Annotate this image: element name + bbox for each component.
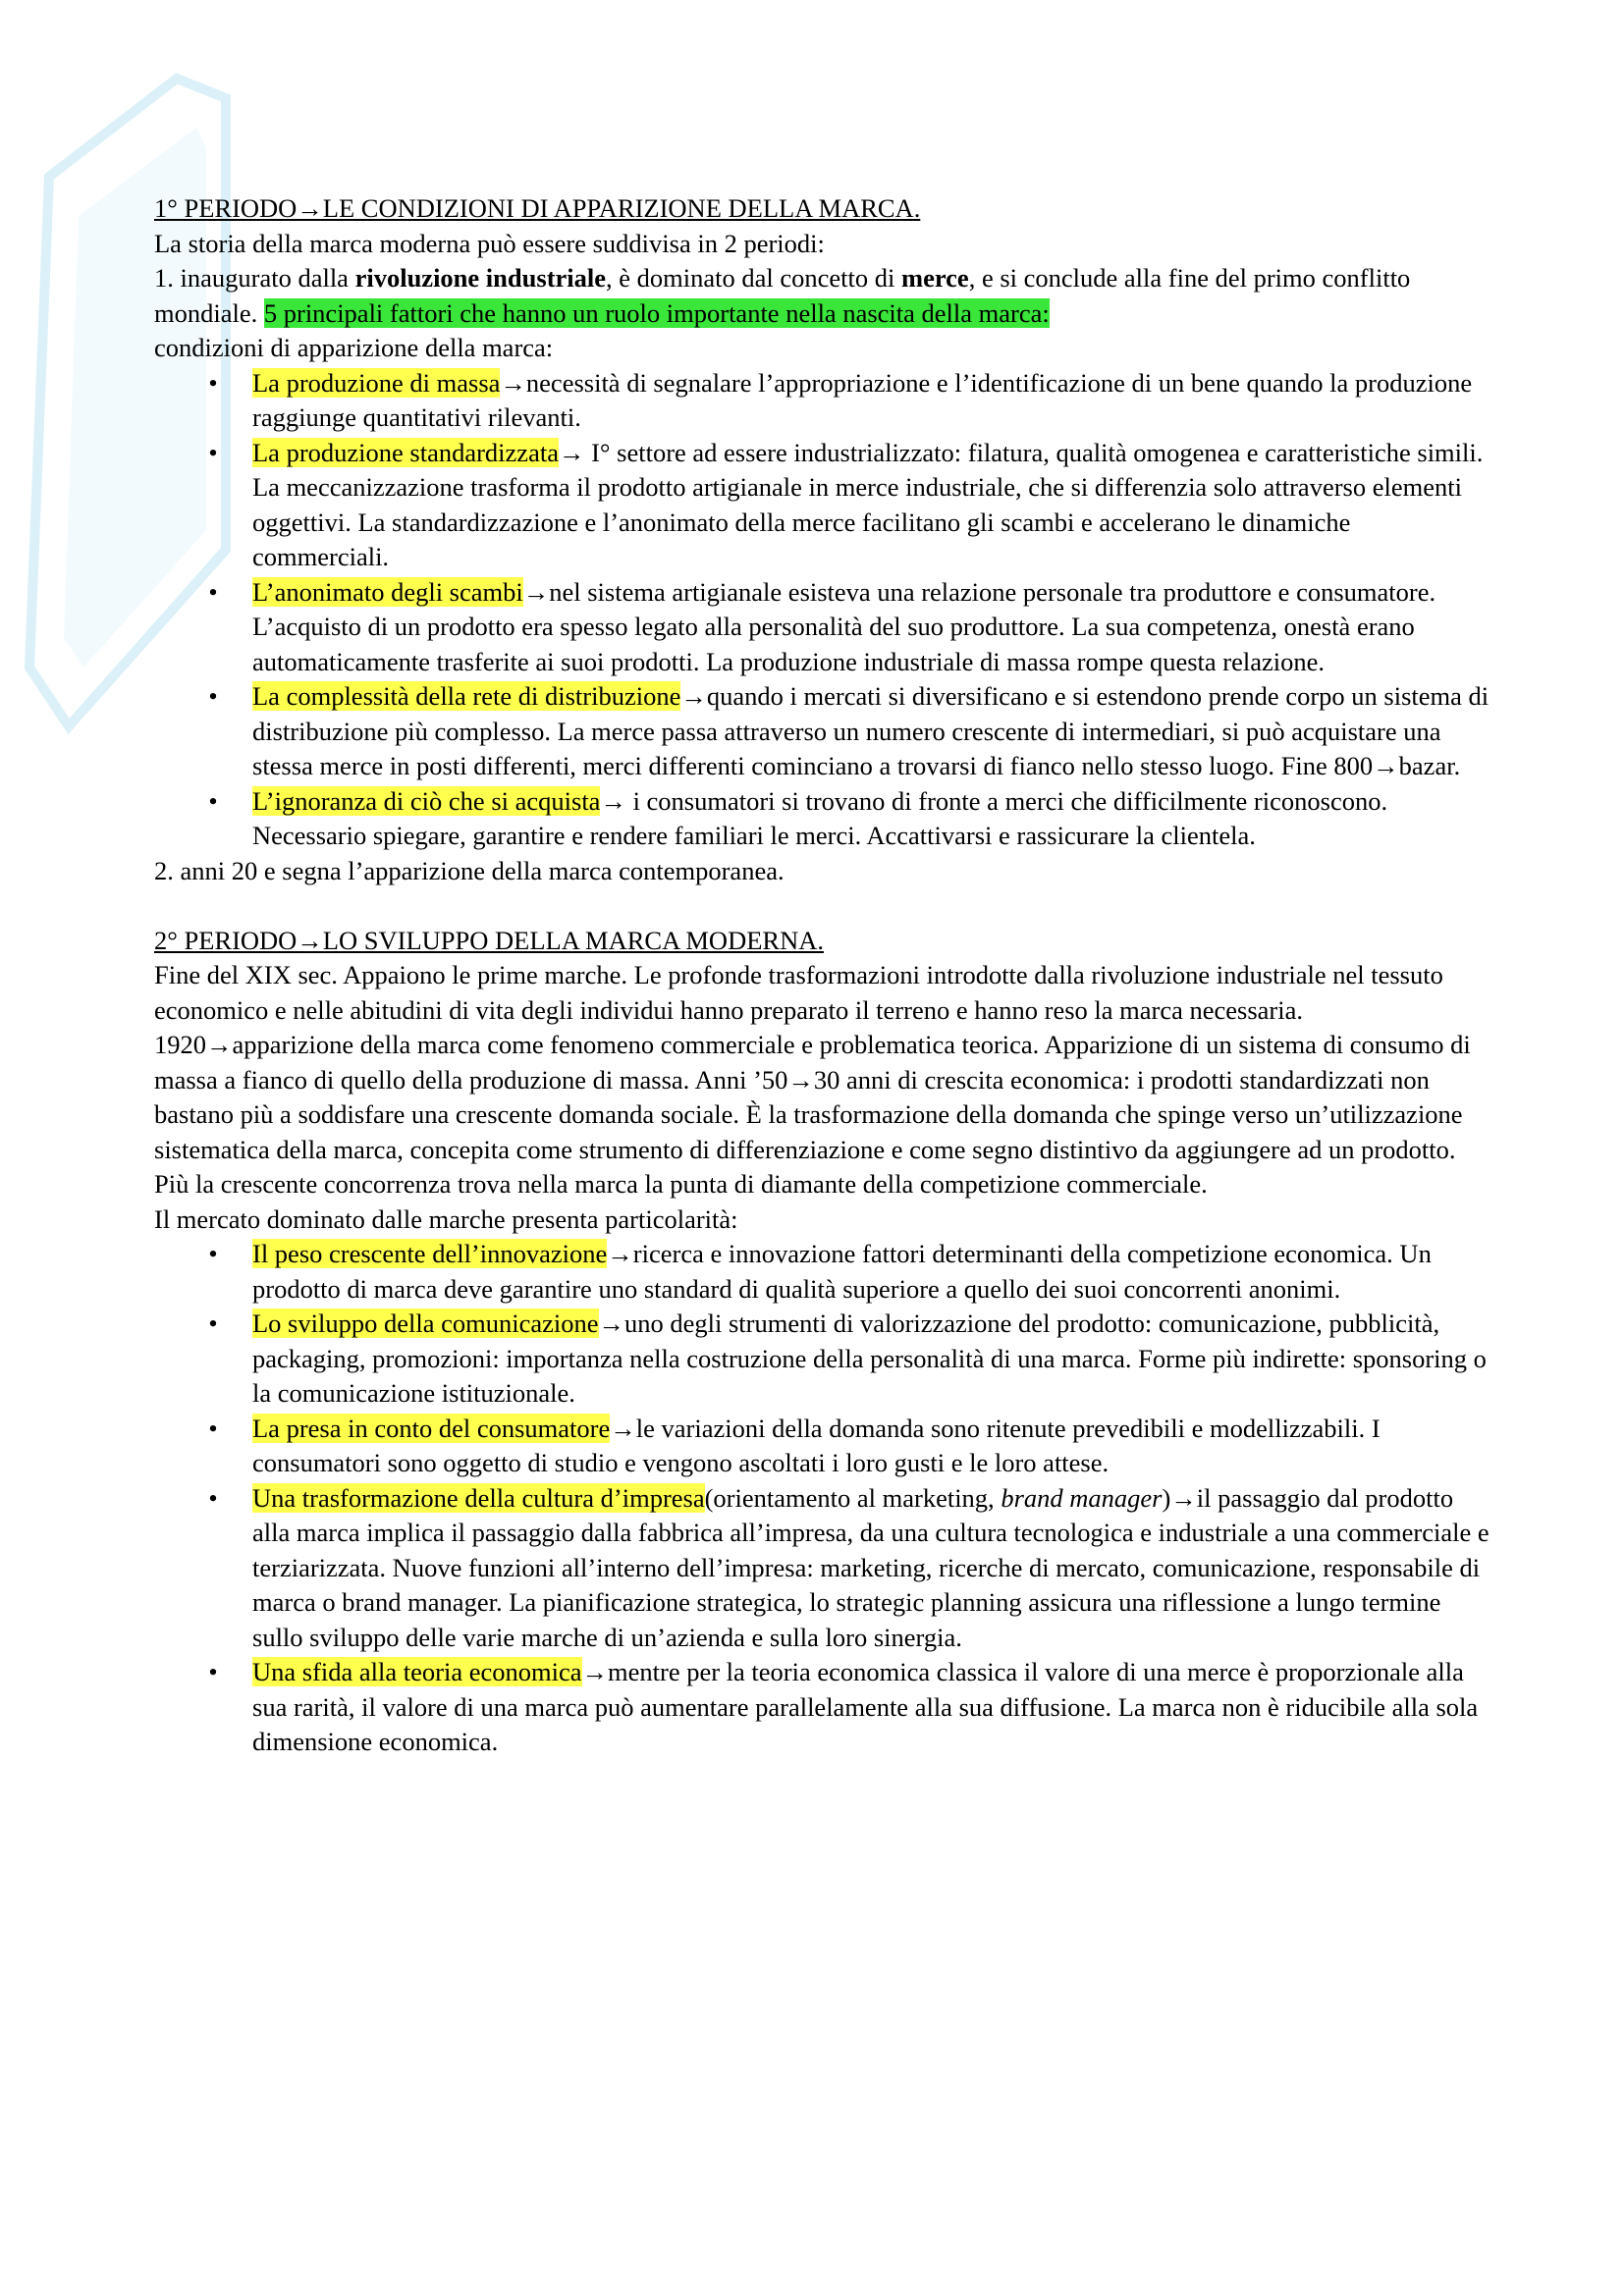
p1-mid: , è dominato dal concetto di	[606, 263, 902, 293]
bullet-highlight: Una trasformazione della cultura d’impresa	[252, 1482, 705, 1513]
list-item	[154, 1412, 1489, 1481]
p1-bold-rivoluzione: rivoluzione industriale	[354, 263, 607, 293]
bullet-italic: brand manager	[1001, 1482, 1163, 1513]
bullet-icon: •	[208, 681, 218, 711]
p1-end: , e si conclude alla fine del primo conflitto mondiale.	[154, 263, 1411, 328]
bullet-icon: •	[208, 1657, 218, 1686]
section1-bullet-list	[154, 366, 1489, 854]
list-item	[154, 1307, 1489, 1412]
section1-period2-paragraph: 2. anni 20 e segna l’apparizione della marca contemporanea.	[154, 855, 785, 885]
bullet-icon: •	[208, 1482, 218, 1513]
section2-body: Fine del XIX sec. Appaiono le prime marche. Le profonde trasformazioni introdotte dalla rivoluzione industriale nel tessuto economico e nelle abitudini di vita degli individui hanno preparato il terreno e hanno reso la marca necessaria. 1920→apparizione della marca come fenomeno commerciale e problematica teorica. Apparizione di un sistema di consumo di massa a fianco di quello della produzione di massa. Anni ’50→30 anni di crescita economica: i prodotti standardizzati non bastano più a soddisfare una crescente domanda sociale. È la trasformazione della domanda che spinge verso un’utilizzazione sistematica della marca, concepita come strumento di differenziazione e come segno distintivo da aggiungere ad un prodotto. Più la crescente concorrenza trova nella marca la punta di diamante della competizione commerciale.	[154, 960, 1471, 1199]
p1-bold-merce: merce	[901, 263, 969, 293]
bullet-highlight: La produzione di massa	[252, 367, 501, 398]
section2-intro: Il mercato dominato dalle marche presenta particolarità:	[154, 1203, 738, 1234]
bullet-highlight: L’anonimato degli scambi	[252, 576, 523, 607]
section2-heading: 2° PERIODO→LO SVILUPPO DELLA MARCA MODERNA.	[154, 925, 824, 955]
bullet-text: →quando i mercati si diversificano e si estendono prende corpo un sistema di distribuzione più complesso. La merce passa attraverso un numero crescente di intermediari, si può acquistare una stessa merce in posti differenti, merci differenti cominciano a trovarsi di fianco nello stesso luogo. Fine 800→bazar.	[252, 681, 1489, 780]
bullet-highlight: L’ignoranza di ciò che si acquista	[252, 785, 601, 816]
p1-start: 1. inaugurato dalla	[154, 263, 355, 293]
list-item	[154, 679, 1489, 784]
list-item	[154, 1481, 1489, 1656]
bullet-text: →ricerca e innovazione fattori determinanti della competizione economica. Un prodotto di marca deve garantire uno standard di qualità superiore a quello dei suoi concorrenti anonimi.	[252, 1239, 1432, 1304]
bullet-icon: •	[208, 576, 218, 607]
bullet-icon: •	[208, 1239, 218, 1268]
bullet-text: )→il passaggio dal prodotto alla marca implica il passaggio dalla fabbrica all’impresa, da una cultura tecnologica e industriale a una commerciale e terziarizzata. Nuove funzioni all’interno dell’impresa: marketing, ricerche di mercato, comunicazione, responsabile di marca o brand manager. La pianificazione strategica, lo strategic planning assicura una riflessione a lungo termine sullo sviluppo delle varie marche di un’azienda e sulla loro sinergia.	[252, 1482, 1489, 1652]
list-item	[154, 784, 1489, 854]
bullet-text: → i consumatori si trovano di fronte a merci che difficilmente riconoscono. Necessario spiegare, garantire e rendere familiari le merci. Accattivarsi e rassicurare la clientela.	[252, 785, 1388, 850]
bullet-highlight: Lo sviluppo della comunicazione	[252, 1308, 599, 1338]
section2-bullet-list	[154, 1237, 1489, 1760]
list-item	[154, 436, 1489, 575]
bullet-text: →necessità di segnalare l’appropriazione e l’identificazione di un bene quando la produzione raggiunge quantitativi rilevanti.	[252, 367, 1473, 432]
bullet-highlight: La presa in conto del consumatore	[252, 1413, 611, 1443]
list-item	[154, 1237, 1489, 1307]
bullet-icon: •	[208, 367, 218, 398]
bullet-text: →mentre per la teoria economica classica il valore di una merce è proporzionale alla sua rarità, il valore di una marca può aumentare parallelamente alla sua diffusione. La marca non è riducibile alla sola dimensione economica.	[252, 1657, 1479, 1756]
list-item	[154, 575, 1489, 680]
p1-green-highlight: 5 principali fattori che hanno un ruolo importante nella nascita della marca:	[263, 297, 1050, 328]
list-item	[154, 1655, 1489, 1760]
bullet-highlight: La complessità della rete di distribuzione	[252, 681, 681, 711]
section1-heading: 1° PERIODO→LE CONDIZIONI DI APPARIZIONE DELLA MARCA.	[154, 193, 921, 223]
bullet-text: →uno degli strumenti di valorizzazione del prodotto: comunicazione, pubblicità, packaging, promozioni: importanza nella costruzione della personalità di una marca. Forme più indirette: sponsoring o la comunicazione istituzionale.	[252, 1308, 1487, 1408]
bullet-icon: •	[208, 785, 218, 816]
bullet-text: →nel sistema artigianale esisteva una relazione personale tra produttore e consumatore. L’acquisto di un prodotto era spesso legato alla personalità del suo produttore. La sua competenza, onestà erano automaticamente trasferite ai suoi prodotti. La produzione industriale di massa rompe questa relazione.	[252, 576, 1436, 676]
bullet-text: → I° settore ad essere industrializzato: filatura, qualità omogenea e caratteristiche simili. La meccanizzazione trasforma il prodotto artigianale in merce industriale, che si differenzia solo attraverso elementi oggettivi. La standardizzazione e l’anonimato della merce facilitano gli scambi e accelerano le dinamiche commerciali.	[252, 437, 1484, 571]
bullet-highlight: La produzione standardizzata	[252, 437, 559, 467]
bullet-icon: •	[208, 437, 218, 467]
section-spacer	[154, 888, 1489, 924]
bullet-icon: •	[208, 1413, 218, 1443]
bullet-pre-italic: (orientamento al marketing,	[704, 1482, 1001, 1513]
bullet-highlight: Il peso crescente dell’innovazione	[252, 1239, 608, 1268]
section1-period1-paragraph	[154, 261, 1489, 331]
bullet-text: →le variazioni della domanda sono ritenute prevedibili e modellizzabili. I consumatori sono oggetto di studio e vengono ascoltati i loro gusti e le loro attese.	[252, 1413, 1380, 1477]
section1-intro: La storia della marca moderna può essere suddivisa in 2 periodi:	[154, 228, 825, 258]
document-page	[154, 191, 1489, 1760]
bullet-icon: •	[208, 1308, 218, 1338]
section1-conditions-line: condizioni di apparizione della marca:	[154, 333, 554, 362]
bullet-highlight: Una sfida alla teoria economica	[252, 1657, 582, 1686]
list-item	[154, 366, 1489, 436]
